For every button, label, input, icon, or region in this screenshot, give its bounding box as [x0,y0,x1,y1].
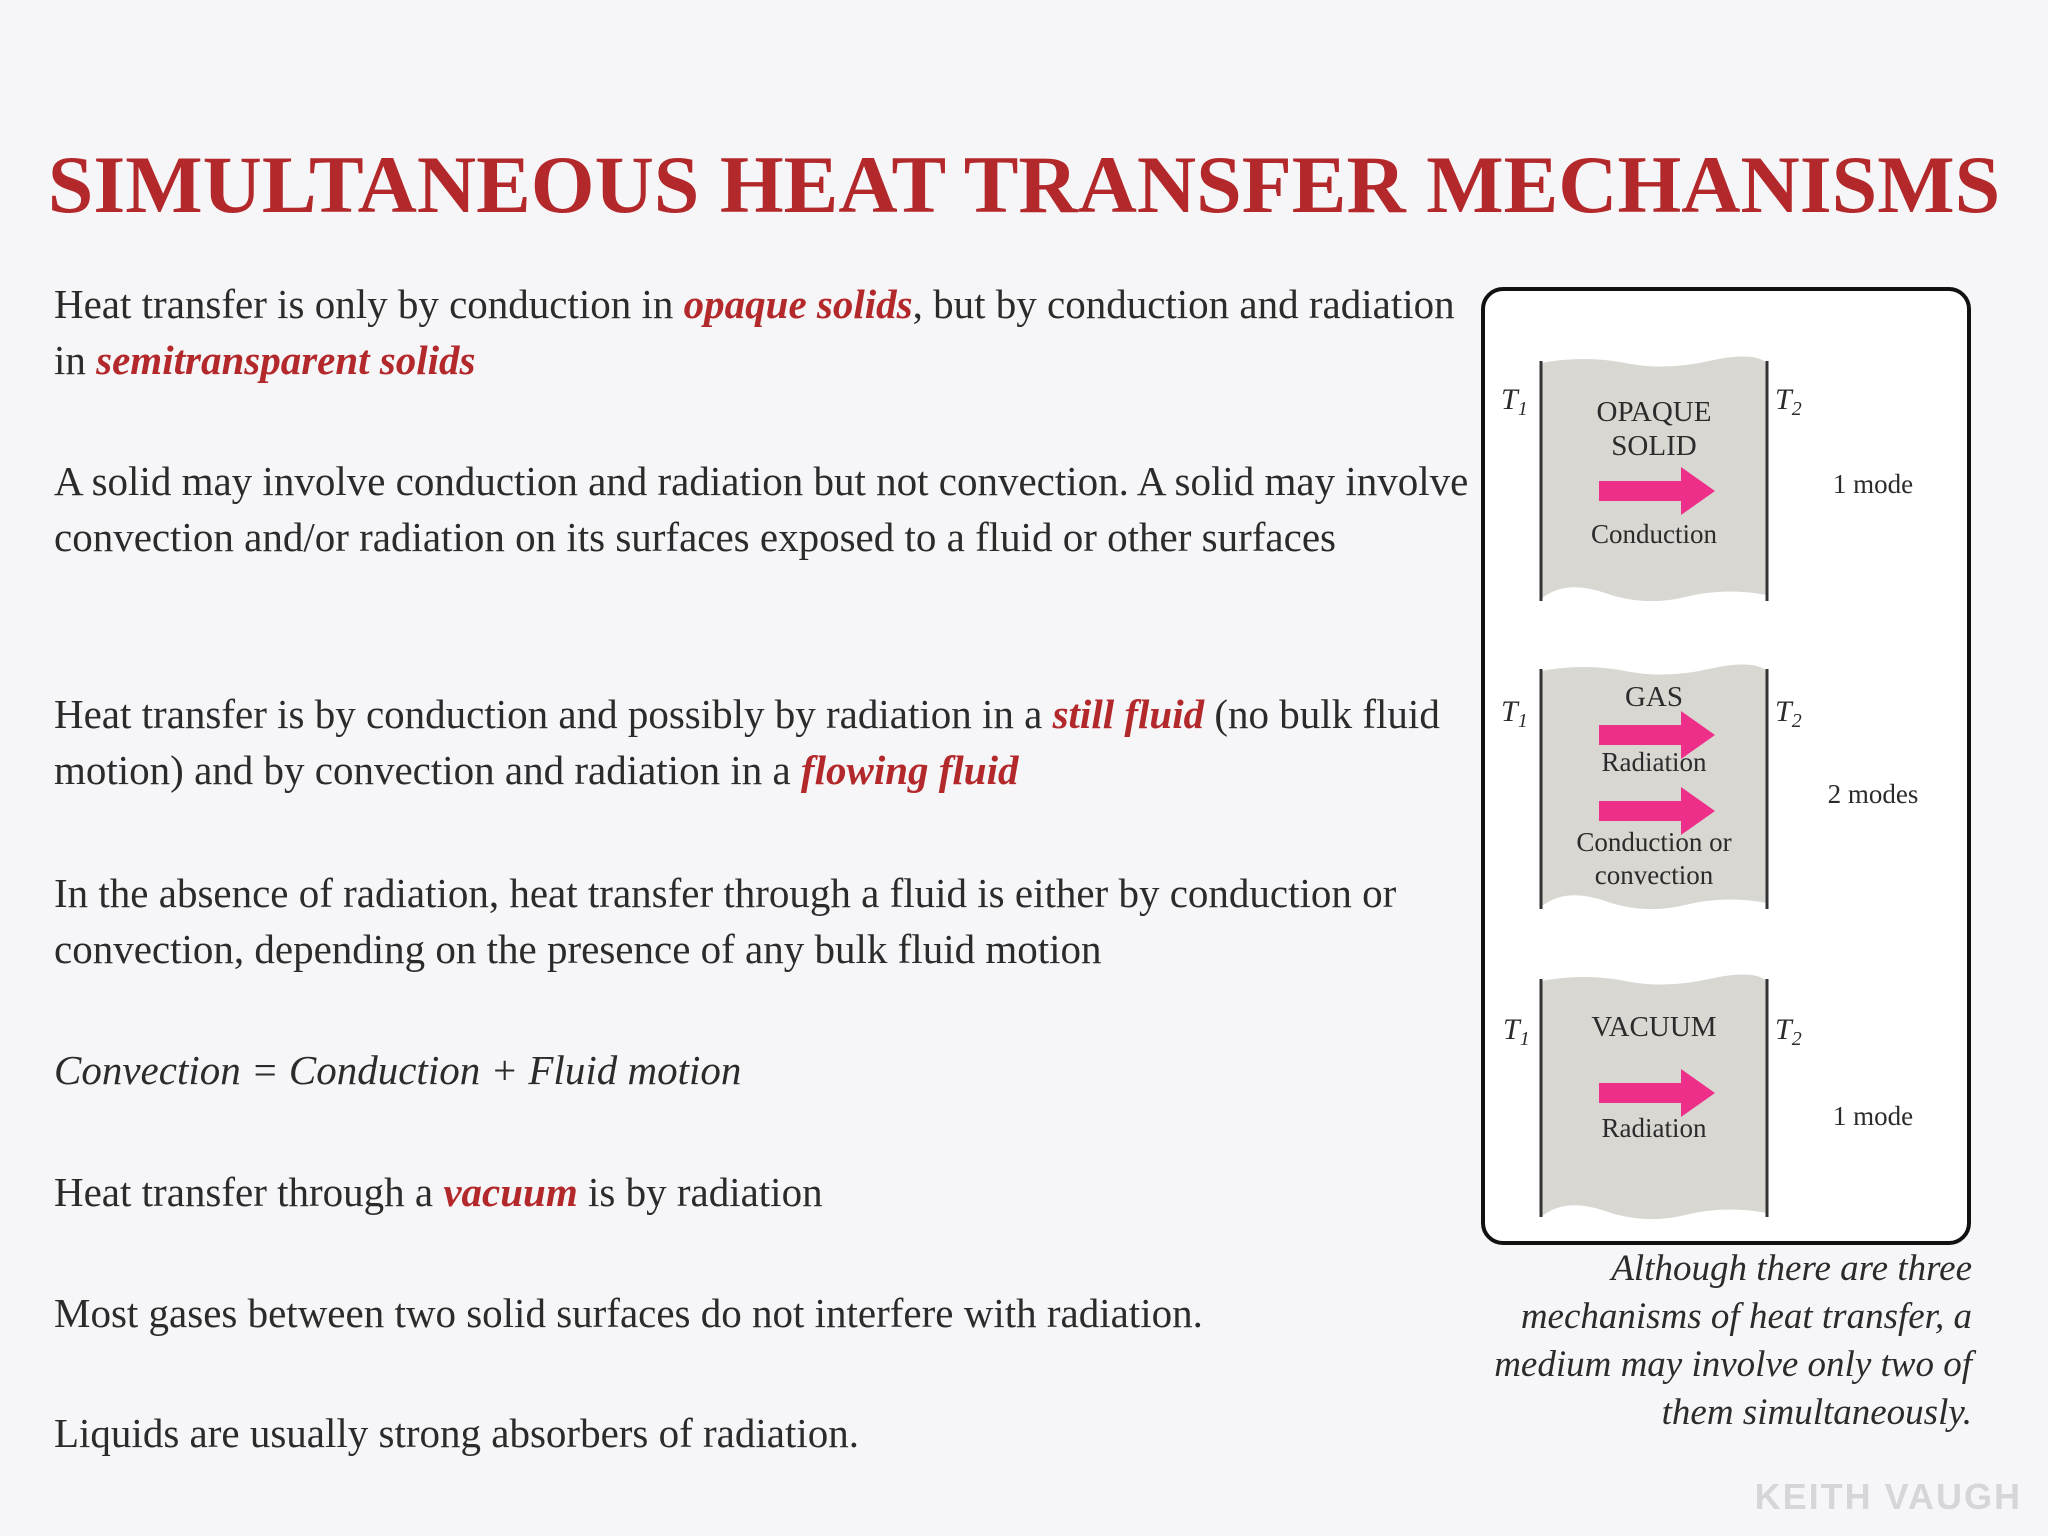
author-watermark: KEITH VAUGH [1754,1476,2022,1517]
label-t1: $T_1$ [1503,1013,1530,1050]
panel-gas [1501,664,1918,909]
text: Heat transfer through a [54,1169,444,1215]
text: , but by conduction and radiation in [54,281,1455,383]
highlight-still-fluid: still fluid [1052,691,1205,737]
text: is by radiation [577,1169,823,1215]
label-t2: $T_2$ [1775,1013,1802,1050]
medium-label-line1: GAS [1624,681,1684,713]
text: (no bulk fluid motion) and by convection and radiation in a [54,691,1440,793]
caption-line: mechanisms of heat transfer, a [1520,1296,1972,1337]
paragraph-solid-modes: A solid may involve conduction and radiation but not convection. A solid may involve convection and/or radiation on its surfaces exposed to a fluid or other surfaces [54,458,1469,560]
figure-box [1481,287,1971,1245]
equation-convection: Convection = Conduction + Fluid motion [54,1047,742,1093]
caption-line: them simultaneously. [1661,1392,1972,1433]
arrow2-label-line2: convection [1594,860,1714,890]
caption-line: Although there are three [1611,1248,1972,1289]
label-t1: $T_1$ [1501,695,1528,732]
page-title: SIMULTANEOUS HEAT TRANSFER MECHANISMS [47,139,2001,230]
label-t2: $T_2$ [1775,383,1802,420]
paragraph-fluid-modes [54,686,1474,798]
figure-caption [1420,1245,1972,1437]
paragraph-liquids: Liquids are usually strong absorbers of radiation. [54,1410,860,1456]
medium-label-line1: OPAQUE [1596,396,1712,428]
paragraph-opaque-solids [54,276,1474,388]
paragraph-vacuum [54,1164,1474,1220]
medium-label-line2: SOLID [1611,430,1697,462]
panel-vacuum [1503,974,1913,1219]
heat-transfer-figure [1485,291,1967,1241]
medium-block [1541,356,1767,601]
text: Heat transfer is only by conduction in [54,281,684,327]
highlight-vacuum: vacuum [443,1169,578,1215]
panel-opaque-solid [1501,356,1913,601]
text: Heat transfer is by conduction and possibly by radiation in a [54,691,1053,737]
medium-label-line1: VACUUM [1591,1011,1717,1043]
caption-line: medium may involve only two of [1494,1344,1972,1385]
modes-label: 1 mode [1832,469,1914,499]
highlight-opaque-solids: opaque solids [683,281,913,327]
label-t2: $T_2$ [1775,695,1802,732]
modes-label: 1 mode [1832,1101,1914,1131]
label-t1: $T_1$ [1501,383,1528,420]
modes-label: 2 modes [1827,779,1919,809]
highlight-flowing-fluid: flowing fluid [800,747,1019,793]
paragraph-gases: Most gases between two solid surfaces do not interfere with radiation. [54,1290,1203,1336]
arrow-label: Conduction [1591,519,1717,549]
arrow-label: Radiation [1601,1113,1707,1143]
arrow-label: Radiation [1601,747,1707,777]
arrow2-label-line1: Conduction or [1576,827,1732,857]
paragraph-absence-radiation: In the absence of radiation, heat transfer through a fluid is either by conduction or convection, depending on the presence of any bulk fluid motion [54,870,1397,972]
highlight-semitransparent-solids: semitransparent solids [96,337,476,383]
